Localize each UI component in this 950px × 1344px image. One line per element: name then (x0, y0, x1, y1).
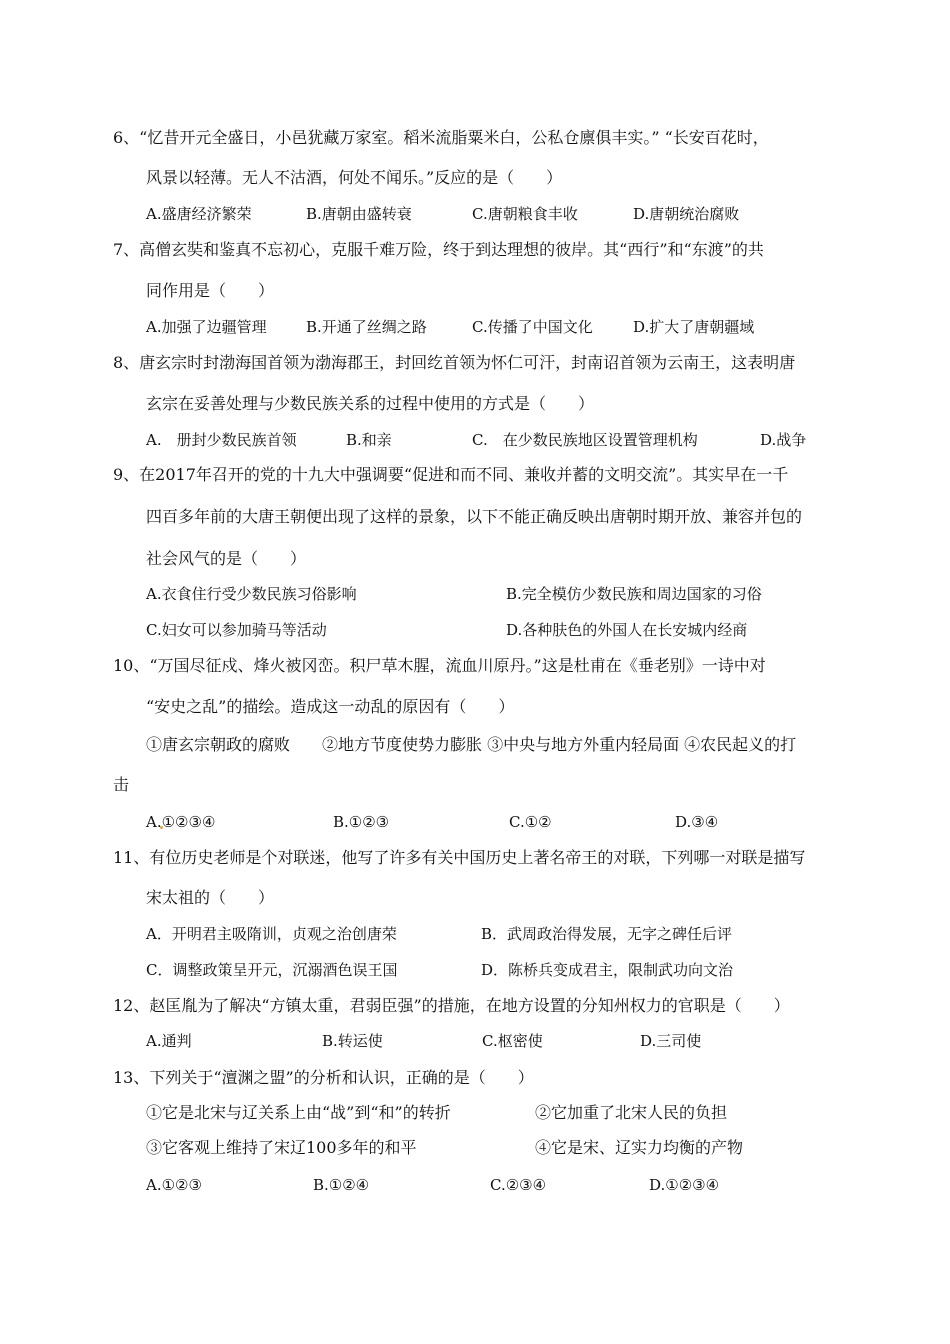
q7-stem-line2: 同作用是（ ） (146, 281, 275, 300)
q6-option-a[interactable]: A.盛唐经济繁荣 (146, 205, 252, 223)
q6-option-c[interactable]: C.唐朝粮食丰收 (472, 205, 578, 223)
q13-statement-3: ③它客观上维持了宋辽100多年的和平 (146, 1138, 417, 1157)
q13-stem-line1: 13、下列关于“澶渊之盟”的分析和认识，正确的是（ ） (113, 1068, 534, 1087)
q8-option-d[interactable]: D.战争 (760, 431, 807, 449)
q7-option-a[interactable]: A.加强了边疆管理 (146, 318, 267, 336)
q10-stem-line2: “安史之乱”的描绘。造成这一动乱的原因有（ ） (146, 697, 515, 716)
q8-stem-line2: 玄宗在妥善处理与少数民族关系的过程中使用的方式是（ ） (146, 394, 595, 413)
q10-option-b[interactable]: B.①②③ (333, 813, 390, 831)
q11-option-c[interactable]: C．调整政策呈开元，沉溺酒色误王国 (146, 961, 398, 979)
q9-option-c[interactable]: C.妇女可以参加骑马等活动 (146, 621, 327, 639)
q9-option-d[interactable]: D.各种肤色的外国人在长安城内经商 (506, 621, 748, 639)
q11-option-a[interactable]: A．开明君主吸隋训，贞观之治创唐荣 (146, 925, 397, 943)
q13-statement-2: ②它加重了北宋人民的负担 (535, 1103, 728, 1122)
q12-option-b[interactable]: B.转运使 (322, 1032, 383, 1050)
q7-option-d[interactable]: D.扩大了唐朝疆域 (633, 318, 755, 336)
q6-stem-line1: 6、“忆昔开元全盛日，小邑犹藏万家室。稻米流脂粟米白，公私仓廪俱丰实。” “长安百花时， (113, 128, 769, 147)
q10-stem-line1: 10、“万国尽征戍、烽火被冈峦。积尸草木腥，流血川原丹。”这是杜甫在《垂老别》一诗中对 (113, 656, 766, 675)
q7-option-c[interactable]: C.传播了中国文化 (472, 318, 593, 336)
q10-statements-line-wrap: 击 (113, 775, 130, 794)
q13-statement-4: ④它是宋、辽实力均衡的产物 (535, 1138, 744, 1157)
q10-option-a[interactable]: A.①②③④ (146, 813, 216, 831)
q13-option-c[interactable]: C.②③④ (490, 1176, 547, 1194)
q10-statements-line: ①唐玄宗朝政的腐败 ②地方节度使势力膨胀 ③中央与地方外重内轻局面 ④农民起义的打 (146, 735, 797, 754)
q13-option-b[interactable]: B.①②④ (313, 1176, 370, 1194)
q13-option-a[interactable]: A.①②③ (146, 1176, 202, 1194)
q12-option-a[interactable]: A.通判 (146, 1032, 192, 1050)
q13-statement-1: ①它是北宋与辽关系上由“战”到“和”的转折 (146, 1103, 451, 1122)
q9-stem-line3: 社会风气的是（ ） (146, 549, 307, 568)
q11-stem-line2: 宋太祖的（ ） (146, 888, 275, 907)
q10-option-d[interactable]: D.③④ (675, 813, 719, 831)
q13-option-d[interactable]: D.①②③④ (649, 1176, 720, 1194)
q7-option-b[interactable]: B.开通了丝绸之路 (306, 318, 427, 336)
q9-stem-line2: 四百多年前的大唐王朝便出现了这样的景象，以下不能正确反映出唐朝时期开放、兼容并包的 (146, 507, 803, 526)
q8-stem-line1: 8、唐玄宗时封渤海国首领为渤海郡王，封回纥首领为怀仁可汗，封南诏首领为云南王，这表明唐 (113, 353, 796, 372)
q11-stem-line1: 11、有位历史老师是个对联迷，他写了许多有关中国历史上著名帝王的对联，下列哪一对联是描写 (113, 848, 806, 867)
q7-stem-line1: 7、高僧玄奘和鉴真不忘初心，克服千难万险，终于到达理想的彼岸。其“西行”和“东渡”的共 (113, 240, 764, 259)
q12-option-d[interactable]: D.三司使 (640, 1032, 702, 1050)
q9-option-a[interactable]: A.衣食住行受少数民族习俗影响 (146, 585, 357, 603)
q11-option-b[interactable]: B．武周政治得发展，无字之碑任后评 (481, 925, 733, 943)
q8-option-c[interactable]: C. 在少数民族地区设置管理机构 (472, 431, 698, 449)
q6-option-b[interactable]: B.唐朝由盛转衰 (306, 205, 412, 223)
q12-option-c[interactable]: C.枢密使 (482, 1032, 543, 1050)
q9-option-b[interactable]: B.完全模仿少数民族和周边国家的习俗 (506, 585, 762, 603)
q12-stem-line1: 12、赵匡胤为了解决“方镇太重，君弱臣强”的措施，在地方设置的分知州权力的官职是（ ） (113, 996, 790, 1015)
q9-stem-line1: 9、在2017年召开的党的十九大中强调要“促进和而不同、兼收并蓄的文明交流”。其实早在一千 (113, 465, 789, 484)
q6-option-d[interactable]: D.唐朝统治腐败 (633, 205, 740, 223)
q10-option-c[interactable]: C.①② (509, 813, 552, 831)
q8-option-a[interactable]: A. 册封少数民族首领 (146, 431, 297, 449)
q11-option-d[interactable]: D．陈桥兵变成君主，限制武功向文治 (481, 961, 734, 979)
q8-option-b[interactable]: B.和亲 (346, 431, 392, 449)
q6-stem-line2: 风景以轻薄。无人不沽酒，何处不闻乐。”反应的是（ ） (146, 168, 563, 187)
